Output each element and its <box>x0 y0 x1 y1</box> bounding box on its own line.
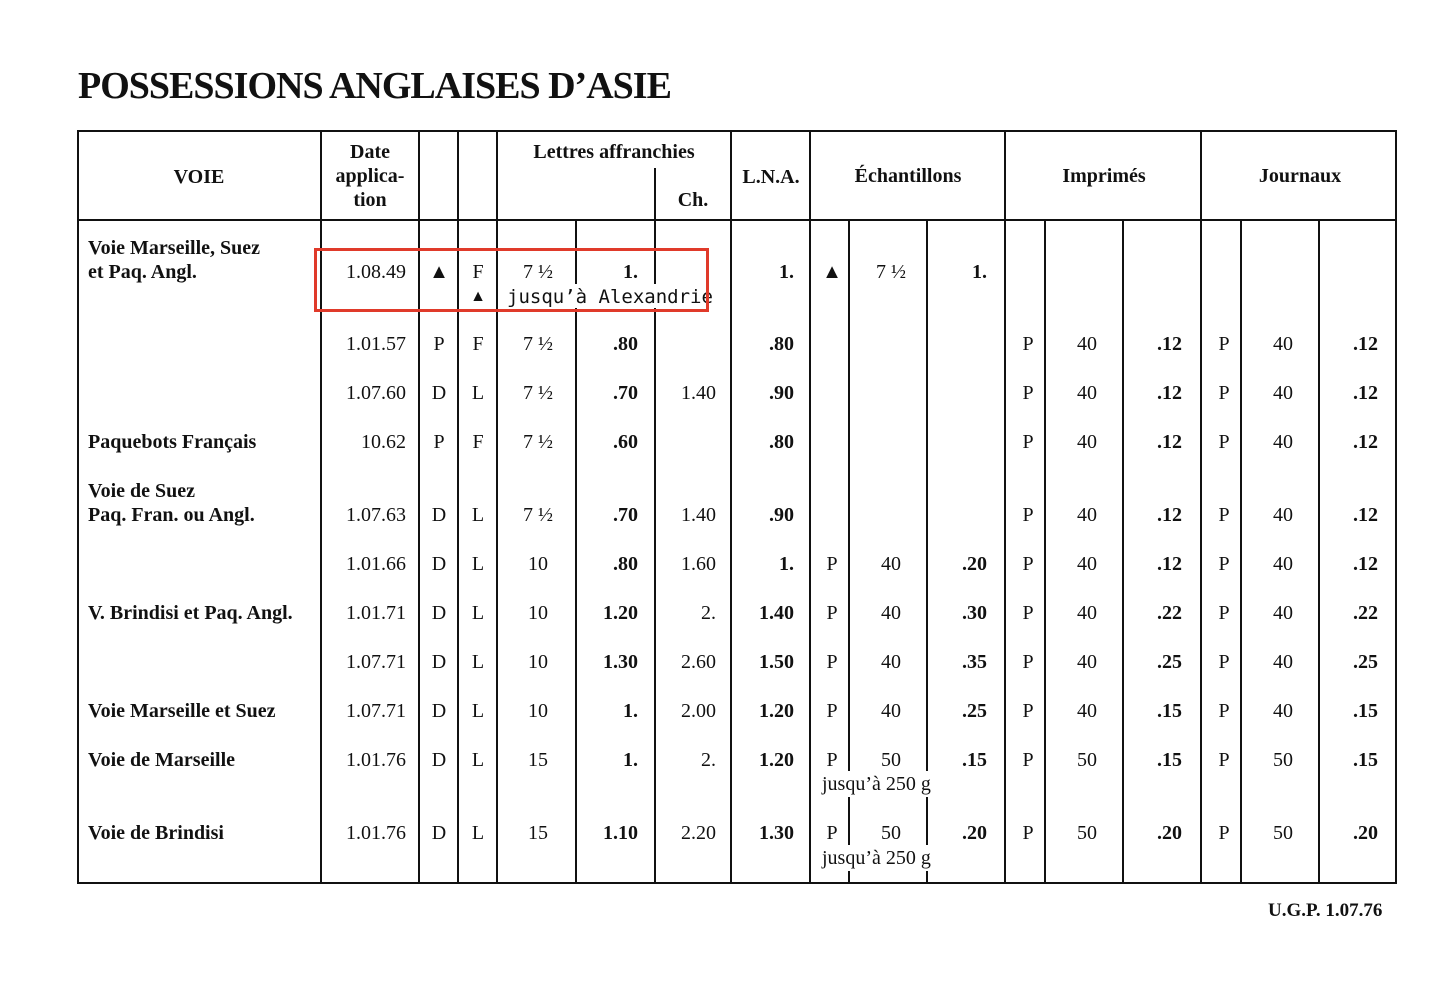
cell-ia: P <box>1022 651 1034 673</box>
cell-ea: P <box>826 553 838 575</box>
cell-lna: .80 <box>769 431 794 453</box>
cell-ja: P <box>1218 602 1230 624</box>
cell-jp: 40 <box>1273 651 1293 673</box>
cell-ep: 40 <box>881 651 901 673</box>
cell-poids: 7 ½ <box>523 431 553 453</box>
cell-ja: P <box>1218 553 1230 575</box>
cell-ia: P <box>1022 553 1034 575</box>
cell-date: 1.01.76 <box>346 822 406 844</box>
cell-ja: P <box>1218 822 1230 844</box>
cell-ia: P <box>1022 602 1034 624</box>
cell-poids: 10 <box>528 602 548 624</box>
cell-tarif: 1.20 <box>603 602 638 624</box>
cell-lna: 1.30 <box>759 822 794 844</box>
cell-ch: 2.60 <box>681 651 716 673</box>
cell-ea: P <box>826 602 838 624</box>
cell-ch: 2. <box>701 602 716 624</box>
voie-label: Voie de Brindisi <box>88 822 224 844</box>
header-lettres-affranchies: Lettres affranchies <box>533 141 695 163</box>
cell-ip: 40 <box>1077 504 1097 526</box>
cell-it: .22 <box>1157 602 1182 624</box>
cell-ip: 50 <box>1077 822 1097 844</box>
cell-b: L <box>471 602 485 624</box>
footer-reference: U.G.P. 1.07.76 <box>1268 900 1383 921</box>
cell-ip: 40 <box>1077 553 1097 575</box>
cell-a: D <box>431 382 447 404</box>
cell-it: .15 <box>1157 700 1182 722</box>
cell-b: L <box>471 822 485 844</box>
cell-tarif: 1. <box>623 749 638 771</box>
voie-label: Voie de Marseille <box>88 749 236 771</box>
cell-ia: P <box>1022 382 1034 404</box>
cell-date: 1.07.63 <box>346 504 406 526</box>
cell-a: D <box>431 651 447 673</box>
cell-lna: 1.50 <box>759 651 794 673</box>
cell-ip: 50 <box>1077 749 1097 771</box>
cell-et: .35 <box>962 651 987 673</box>
cell-b: F <box>472 431 484 453</box>
cell-it: .20 <box>1157 822 1182 844</box>
cell-b: F <box>472 261 484 283</box>
voie-label: Voie Marseille, Suez <box>88 237 261 259</box>
cell-lna: 1.20 <box>759 749 794 771</box>
cell-b: L <box>471 700 485 722</box>
cell-jp: 50 <box>1273 749 1293 771</box>
header-date-line3: tion <box>353 189 387 211</box>
cell-a: P <box>433 431 445 453</box>
cell-it: .25 <box>1157 651 1182 673</box>
cell-ja: P <box>1218 382 1230 404</box>
cell-a: P <box>433 333 445 355</box>
header-date-line1: Date <box>350 141 390 163</box>
header-lna: L.N.A. <box>742 166 800 188</box>
cell-ep: 40 <box>881 700 901 722</box>
voie-label: Voie Marseille et Suez <box>88 700 276 722</box>
cell-poids: 10 <box>528 553 548 575</box>
voie-label: V. Brindisi et Paq. Angl. <box>88 602 293 624</box>
cell-tarif: .70 <box>613 504 638 526</box>
cell-tarif: .70 <box>613 382 638 404</box>
cell-jt: .12 <box>1353 333 1378 355</box>
cell-lna: .90 <box>769 382 794 404</box>
cell-ch: 1.60 <box>681 553 716 575</box>
cell-ep: 40 <box>881 602 901 624</box>
cell-jp: 50 <box>1273 822 1293 844</box>
cell-tarif: 1. <box>623 700 638 722</box>
cell-jt: .15 <box>1353 700 1378 722</box>
cell-ch: 2.00 <box>681 700 716 722</box>
cell-ch: 2. <box>701 749 716 771</box>
cell-date: 1.08.49 <box>346 261 406 283</box>
cell-ja: P <box>1218 700 1230 722</box>
cell-et: 1. <box>972 261 987 283</box>
cell-date: 1.01.71 <box>346 602 406 624</box>
cell-a: D <box>431 700 447 722</box>
cell-ch: 2.20 <box>681 822 716 844</box>
cell-it: .12 <box>1157 333 1182 355</box>
page-title: POSSESSIONS ANGLAISES D’ASIE <box>78 65 671 107</box>
cell-poids: 7 ½ <box>523 261 553 283</box>
cell-a: D <box>431 822 447 844</box>
cell-ea: P <box>826 651 838 673</box>
cell-lna: 1. <box>779 553 794 575</box>
cell-ip: 40 <box>1077 651 1097 673</box>
cell-jt: .12 <box>1353 431 1378 453</box>
cell-a: D <box>431 504 447 526</box>
cell-ea: P <box>826 822 838 844</box>
cell-lna: .90 <box>769 504 794 526</box>
header-imprimes: Imprimés <box>1062 165 1146 187</box>
cell-poids: 7 ½ <box>523 333 553 355</box>
cell-it: .12 <box>1157 431 1182 453</box>
header-echantillons: Échantillons <box>854 165 962 187</box>
cell-date: 1.07.71 <box>346 700 406 722</box>
cell-ia: P <box>1022 700 1034 722</box>
note-jusqu-a-alexandrie: jusqu’à Alexandrie <box>507 286 713 308</box>
voie-label: Paquebots Français <box>88 431 257 453</box>
cell-tarif: 1.30 <box>603 651 638 673</box>
header-voie: VOIE <box>173 166 225 188</box>
cell-et: .20 <box>962 553 987 575</box>
cell-ep: 50 <box>881 749 901 771</box>
cell-jt: .15 <box>1353 749 1378 771</box>
cell-ch: 1.40 <box>681 504 716 526</box>
cell-ja: P <box>1218 504 1230 526</box>
cell-ep: 40 <box>881 553 901 575</box>
cell-lna: 1.40 <box>759 602 794 624</box>
cell-it: .12 <box>1157 382 1182 404</box>
cell-date: 10.62 <box>361 431 406 453</box>
cell-ja: P <box>1218 651 1230 673</box>
cell-et: .20 <box>962 822 987 844</box>
cell-ia: P <box>1022 333 1034 355</box>
cell-b: L <box>471 382 485 404</box>
cell-date: 1.01.57 <box>346 333 406 355</box>
cell-jp: 40 <box>1273 382 1293 404</box>
voie-label-line2: et Paq. Angl. <box>88 261 197 283</box>
cell-poids: 15 <box>528 749 548 771</box>
cell-it: .12 <box>1157 504 1182 526</box>
cell-a: ▲ <box>429 261 449 283</box>
cell-ja: P <box>1218 333 1230 355</box>
cell-ip: 40 <box>1077 382 1097 404</box>
cell-poids: 7 ½ <box>523 382 553 404</box>
cell-jt: .12 <box>1353 553 1378 575</box>
cell-jp: 40 <box>1273 602 1293 624</box>
cell-ja: P <box>1218 749 1230 771</box>
voie-label-line2: Paq. Fran. ou Angl. <box>88 504 255 526</box>
cell-it: .12 <box>1157 553 1182 575</box>
cell-jt: .12 <box>1353 382 1378 404</box>
cell-ja: P <box>1218 431 1230 453</box>
cell-et: .25 <box>962 700 987 722</box>
cell-ip: 40 <box>1077 431 1097 453</box>
cell-poids: 7 ½ <box>523 504 553 526</box>
cell-lna: 1. <box>779 261 794 283</box>
cell-ia: P <box>1022 431 1034 453</box>
cell-jp: 40 <box>1273 504 1293 526</box>
cell-jp: 40 <box>1273 431 1293 453</box>
cell-a: D <box>431 553 447 575</box>
cell-ea: P <box>826 700 838 722</box>
cell-ep: 7 ½ <box>876 261 906 283</box>
cell-a: D <box>431 749 447 771</box>
cell-ip: 40 <box>1077 700 1097 722</box>
cell-jt: .22 <box>1353 602 1378 624</box>
cell-b: L <box>471 553 485 575</box>
cell-jt: .20 <box>1353 822 1378 844</box>
header-journaux: Journaux <box>1258 165 1342 187</box>
cell-ia: P <box>1022 822 1034 844</box>
cell-tarif: .60 <box>613 431 638 453</box>
cell-jp: 40 <box>1273 553 1293 575</box>
note-jusqu-a-250g-marseille: jusqu’à 250 g <box>822 773 931 795</box>
cell-tarif: .80 <box>613 553 638 575</box>
cell-poids: 15 <box>528 822 548 844</box>
cell-it: .15 <box>1157 749 1182 771</box>
cell-ip: 40 <box>1077 333 1097 355</box>
cell-ea: P <box>826 749 838 771</box>
cell-ea: ▲ <box>822 261 842 283</box>
cell-b: F <box>472 333 484 355</box>
cell-tarif: 1. <box>623 261 638 283</box>
cell-poids: 10 <box>528 700 548 722</box>
cell-b: L <box>471 749 485 771</box>
cell-et: .15 <box>962 749 987 771</box>
cell-b: L <box>471 504 485 526</box>
cell-tarif: 1.10 <box>603 822 638 844</box>
cell-date: 1.07.71 <box>346 651 406 673</box>
triangle-marker-icon: ▲ <box>470 288 486 305</box>
cell-et: .30 <box>962 602 987 624</box>
cell-poids: 10 <box>528 651 548 673</box>
cell-lna: 1.20 <box>759 700 794 722</box>
cell-jp: 40 <box>1273 700 1293 722</box>
highlight-box <box>314 248 709 312</box>
cell-ep: 50 <box>881 822 901 844</box>
cell-jt: .12 <box>1353 504 1378 526</box>
cell-ia: P <box>1022 749 1034 771</box>
cell-ch: 1.40 <box>681 382 716 404</box>
cell-jt: .25 <box>1353 651 1378 673</box>
cell-ia: P <box>1022 504 1034 526</box>
note-jusqu-a-250g-brindisi: jusqu’à 250 g <box>822 847 931 869</box>
cell-ip: 40 <box>1077 602 1097 624</box>
cell-lna: .80 <box>769 333 794 355</box>
cell-date: 1.01.76 <box>346 749 406 771</box>
cell-date: 1.01.66 <box>346 553 406 575</box>
cell-a: D <box>431 602 447 624</box>
voie-label: Voie de Suez <box>88 480 196 502</box>
cell-b: L <box>471 651 485 673</box>
header-ch: Ch. <box>677 189 709 211</box>
header-date-line2: applica- <box>335 165 405 187</box>
cell-jp: 40 <box>1273 333 1293 355</box>
cell-date: 1.07.60 <box>346 382 406 404</box>
cell-tarif: .80 <box>613 333 638 355</box>
